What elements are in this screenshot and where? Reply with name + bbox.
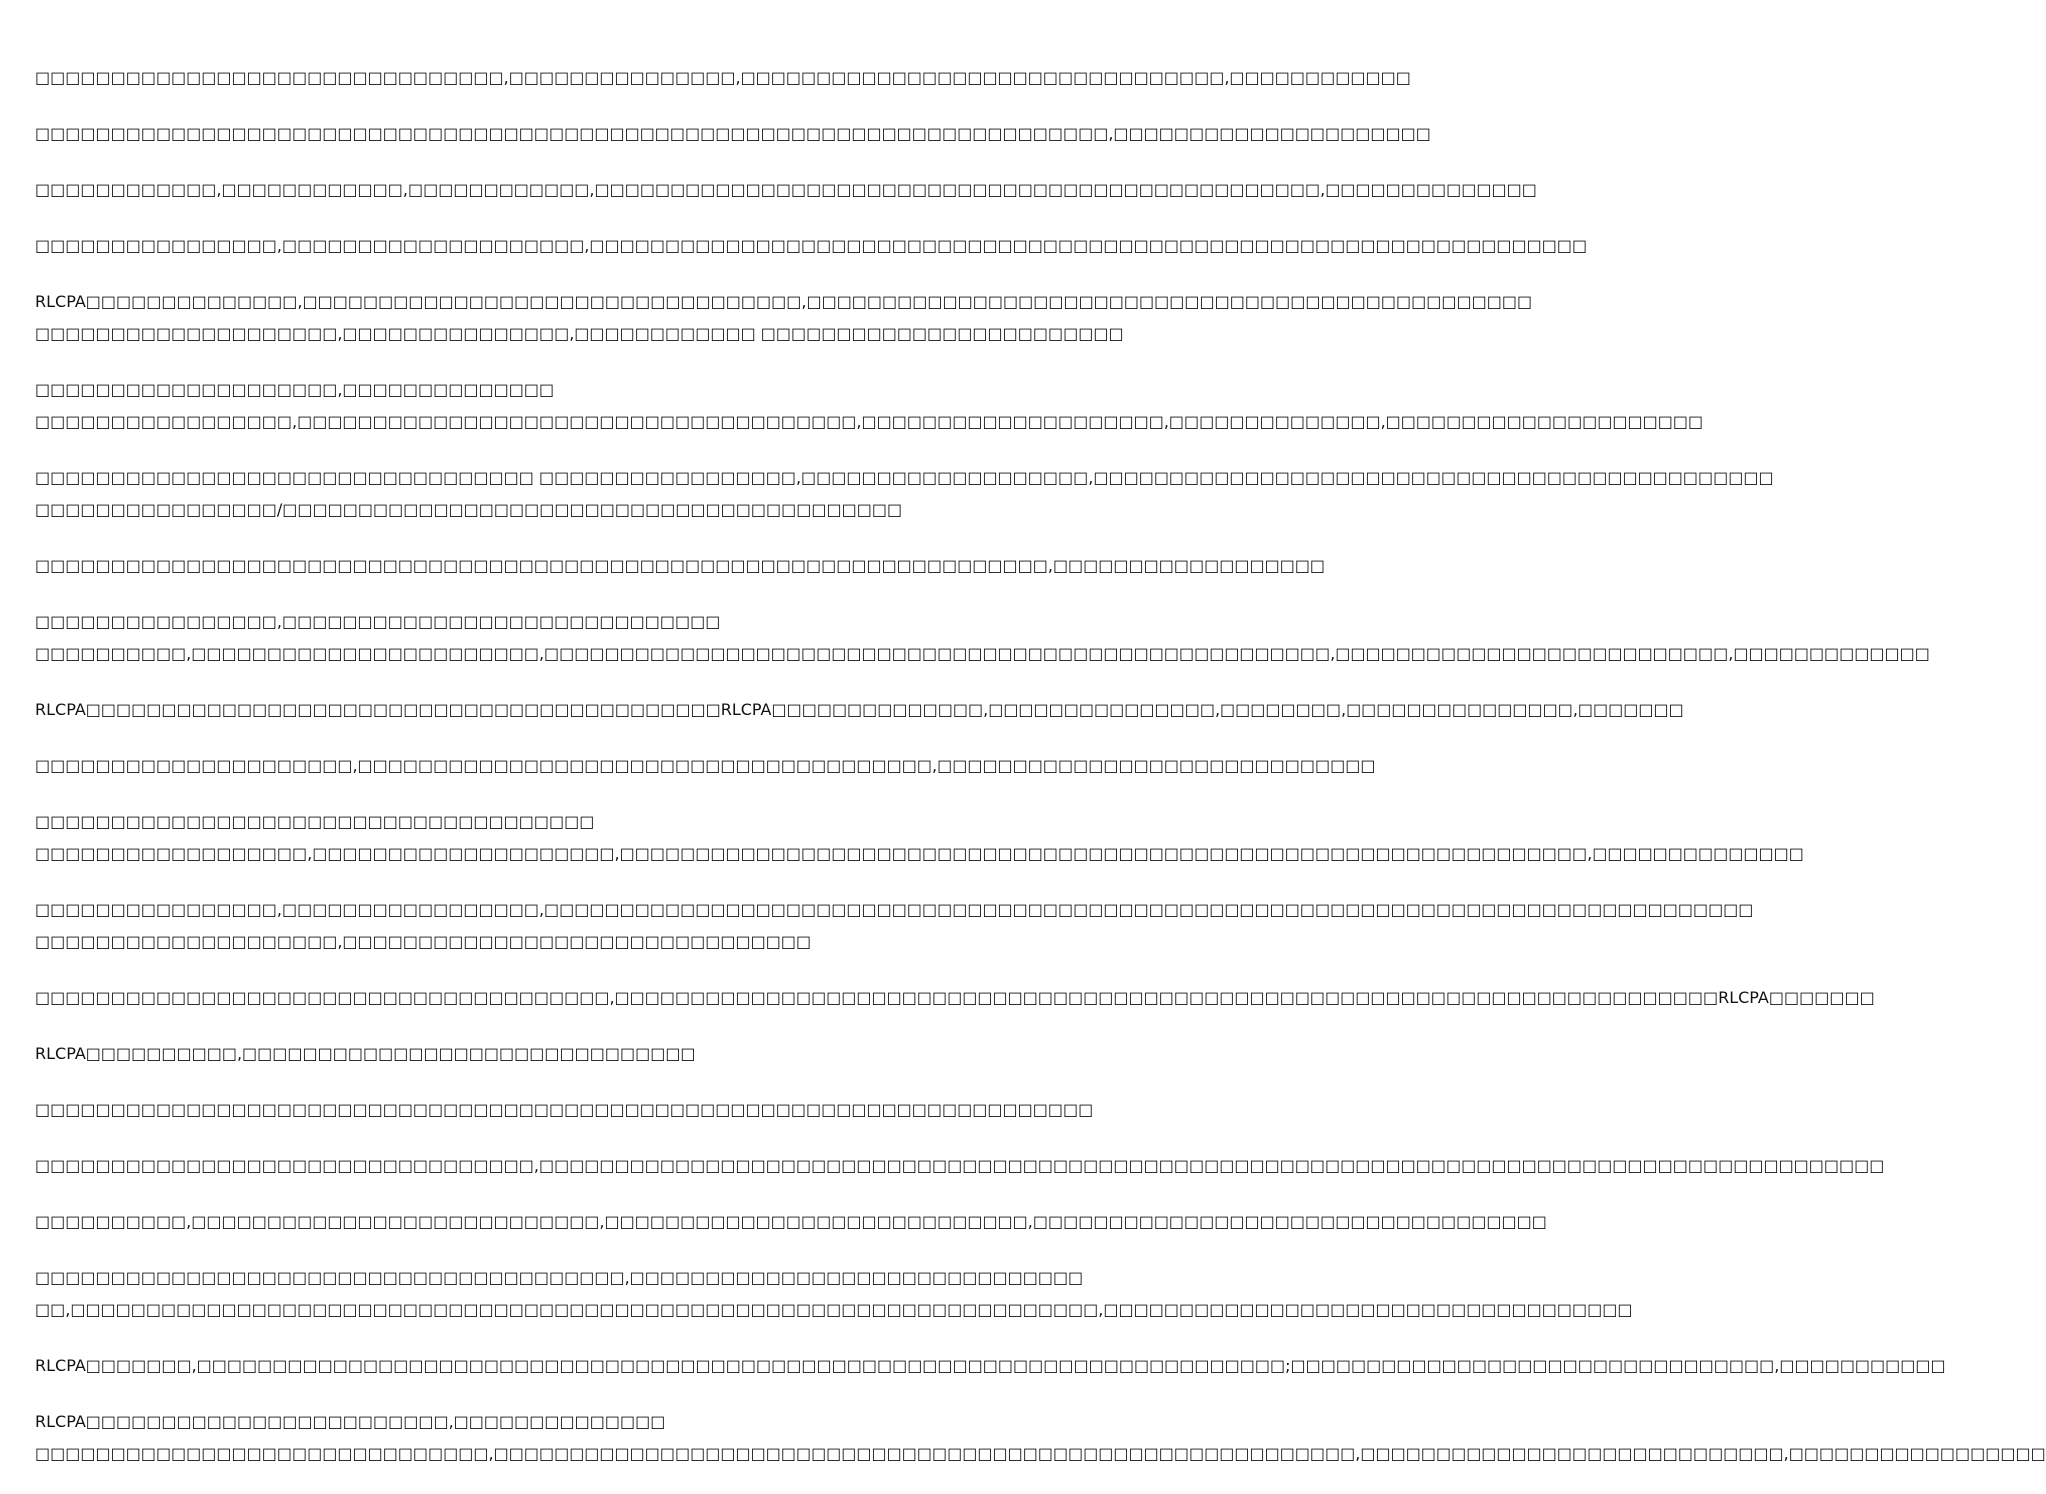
paragraph — [35, 894, 1754, 958]
text-line: □□□□□□□□□□□□□□□□,□□□□□□□□□□□□□□□□□□□□,□□□□□□□□□□□□□□□□□□□□□□□□□□□□□□□□□□□□□□□□□□□□□□□□□□□□□□□□□□□□□□□□□□ — [35, 236, 1588, 255]
text-line: □□□□□□□□□□□□□□□□□□□□□□□□□□□□□□□□□□□□□□□□□□□□□□□□□□□□□□□□□□□□□□□□□□□□□□ — [35, 1100, 1094, 1119]
text-line: □□□□□□□□□□□□□□□□□□□□□□□□□□□□□□□,□□□□□□□□□□□□□□□,□□□□□□□□□□□□□□□□□□□□□□□□□□□□□□□□,□□□□□□□□□□□□ — [35, 68, 1411, 87]
text-line: □□□□□□□□□□,□□□□□□□□□□□□□□□□□□□□□□□□□□□,□□□□□□□□□□□□□□□□□□□□□□□□□□□□,□□□□□□□□□□□□□□□□□□□□□□□□□□□□□□□□□□ — [35, 1212, 1547, 1231]
document-body — [35, 62, 2046, 1494]
paragraph — [35, 1038, 990, 1070]
text-line: □□□□□□□□□□,□□□□□□□□□□□□□□□□□□□□□□□,□□□□□□□□□□□□□□□□□□□□□□□□□□□□□□□□□□□□□□□□□□□□□□□□□□□□,□□□□□□□□□□□□□□□□□□□□□□□□□□,□□□□□□□□□□□□□ — [35, 644, 1930, 663]
paragraph — [35, 1406, 2046, 1470]
text-line: □□□□□□□□□□□□□□□□□□,□□□□□□□□□□□□□□□□□□□□,□□□□□□□□□□□□□□□□□□□□□□□□□□□□□□□□□□□□□□□□□□□□□□□□□□□□□□□□□□□□□□□□,□□□□□□□□□□□□□□ — [35, 844, 1804, 863]
paragraph — [35, 62, 1411, 94]
text-line: □□□□□□□□□□□□□□□□□□□□□□□□□□□□□□,□□□□□□□□□□□□□□□□□□□□□□□□□□□□□□□□□□□□□□□□□□□□□□□□□□□□□□□□□,□□□□□□□□□□□□□□□□□□□□□□□□□□□□,□□□□□□□□□□□□□□□□□ — [35, 1444, 2046, 1463]
text-line: □□□□□□□□□□□□□□□□□□□□□□□□□□□□□□□□□,□□□□□□□□□□□□□□□□□□□□□□□□□□□□□□□□□□□□□□□□□□□□□□□□□□□□□□□□□□□□□□□□□□□□□□□□□□□□□□□□□□□□□□□□□ — [35, 1156, 1885, 1175]
paragraph — [35, 750, 1376, 782]
text-line: □□□□□□□□□□□□□□□□□□□□□□□□□□□□□□□□□□□□□ — [35, 812, 595, 831]
paragraph — [35, 1094, 1094, 1126]
paragraph — [35, 286, 1533, 350]
paragraph — [35, 1206, 1547, 1238]
paragraph — [35, 118, 1431, 150]
text-line: □□□□□□□□□□□□□□□□□□□□□□□□□□□□□□□□□ □□□□□□□□□□□□□□□□□,□□□□□□□□□□□□□□□□□□□,□□□□□□□□□□□□□□□□□□□□□□□□□□□□□□□□□□□□□□□□□□□□□ — [35, 468, 1774, 487]
text-line: RLCPA□□□□□□□□□□□□□□□□□□□□□□□□□□□□□□□□□□□□□□□□□□RLCPA□□□□□□□□□□□□□□,□□□□□□□□□□□□□□□,□□□□□□□□,□□□□□□□□□□□□□□□,□□□□□□□ — [35, 700, 1684, 719]
text-line: □□□□□□□□□□□□□□□□□□□□□,□□□□□□□□□□□□□□□□□□□□□□□□□□□□□□□□□□□□□□,□□□□□□□□□□□□□□□□□□□□□□□□□□□□□ — [35, 756, 1376, 775]
text-line: □□□□□□□□□□□□□□□□□□□□□□□□□□□□□□□□□□□□□□,□□□□□□□□□□□□□□□□□□□□□□□□□□□□□□□□□□□□□□□□□□□□□□□□□□□□□□□□□□□□□□□□□□□□□□□□□RLCPA□□□□□□□ — [35, 988, 1875, 1007]
text-line: □□□□□□□□□□□□□□□□□□□□□□□□□□□□□□□□□□□□□□□□□□□□□□□□□□□□□□□□□□□□□□□□□□□,□□□□□□□□□□□□□□□□□□ — [35, 556, 1326, 575]
paragraph — [35, 462, 1774, 526]
paragraph — [35, 1350, 1946, 1382]
paragraph — [35, 230, 1588, 262]
text-line: □□□□□□□□□□□□□□□□□□□□□□□□□□□□□□□□□□□□□□□□□□□□□□□□□□□□□□□□□□□□□□□□□□□□□□□,□□□□□□□□□□□□□□□□□□□□□ — [35, 124, 1431, 143]
text-line: RLCPA□□□□□□□□□□□□□□,□□□□□□□□□□□□□□□□□□□□□□□□□□□□□□□□□,□□□□□□□□□□□□□□□□□□□□□□□□□□□□□□□□□□□□□□□□□□□□□□□□ — [35, 292, 1533, 311]
paragraph — [35, 374, 1704, 438]
text-line: □□□□□□□□□□□□□□□□,□□□□□□□□□□□□□□□□□□□□□□□□□□□□□ — [35, 612, 721, 631]
text-line: □□,□□□□□□□□□□□□□□□□□□□□□□□□□□□□□□□□□□□□□□□□□□□□□□□□□□□□□□□□□□□□□□□□□□□□,□□□□□□□□□□□□□□□□□□□□□□□□□□□□□□□□□□□ — [35, 1300, 1633, 1319]
text-line: RLCPA□□□□□□□□□□,□□□□□□□□□□□□□□□□□□□□□□□□□□□□□□ — [35, 1044, 696, 1063]
paragraph — [35, 550, 1326, 582]
text-line: □□□□□□□□□□□□□□□□□□□□,□□□□□□□□□□□□□□ — [35, 380, 555, 399]
paragraph — [35, 1262, 1633, 1326]
text-line: □□□□□□□□□□□□□□□□□,□□□□□□□□□□□□□□□□□□□□□□□□□□□□□□□□□□□□□,□□□□□□□□□□□□□□□□□□□□,□□□□□□□□□□□□□□,□□□□□□□□□□□□□□□□□□□□□ — [35, 412, 1704, 431]
text-line: □□□□□□□□□□□□□□□□□□□□,□□□□□□□□□□□□□□□,□□□□□□□□□□□□ □□□□□□□□□□□□□□□□□□□□□□□□ — [35, 324, 1124, 343]
text-line: RLCPA□□□□□□□□□□□□□□□□□□□□□□□□,□□□□□□□□□□□□□□ — [35, 1412, 666, 1431]
paragraph — [35, 982, 1875, 1014]
text-line: □□□□□□□□□□□□□□□□,□□□□□□□□□□□□□□□□□,□□□□□□□□□□□□□□□□□□□□□□□□□□□□□□□□□□□□□□□□□□□□□□□□□□□□□□□□□□□□□□□□□□□□□□□□□□□□□□□□ — [35, 900, 1754, 919]
text-line: □□□□□□□□□□□□□□□□/□□□□□□□□□□□□□□□□□□□□□□□□□□□□□□□□□□□□□□□□□ — [35, 500, 903, 519]
paragraph — [35, 806, 1804, 870]
paragraph — [35, 694, 1684, 726]
text-line: □□□□□□□□□□□□,□□□□□□□□□□□□,□□□□□□□□□□□□,□□□□□□□□□□□□□□□□□□□□□□□□□□□□□□□□□□□□□□□□□□□□□□□□,□□□□□□□□□□□□□□ — [35, 180, 1537, 199]
text-line: □□□□□□□□□□□□□□□□□□□□,□□□□□□□□□□□□□□□□□□□□□□□□□□□□□□□ — [35, 932, 812, 951]
text-line: RLCPA□□□□□□□,□□□□□□□□□□□□□□□□□□□□□□□□□□□□□□□□□□□□□□□□□□□□□□□□□□□□□□□□□□□□□□□□□□□□□□□□;□□□□□□□□□□□□□□□□□□□□□□□□□□□□□□□□,□□□□□□□□□□□ — [35, 1356, 1946, 1375]
paragraph — [35, 606, 1930, 670]
text-line: □□□□□□□□□□□□□□□□□□□□□□□□□□□□□□□□□□□□□□□,□□□□□□□□□□□□□□□□□□□□□□□□□□□□□□ — [35, 1268, 1084, 1287]
paragraph — [35, 174, 1537, 206]
paragraph — [35, 1150, 1885, 1182]
